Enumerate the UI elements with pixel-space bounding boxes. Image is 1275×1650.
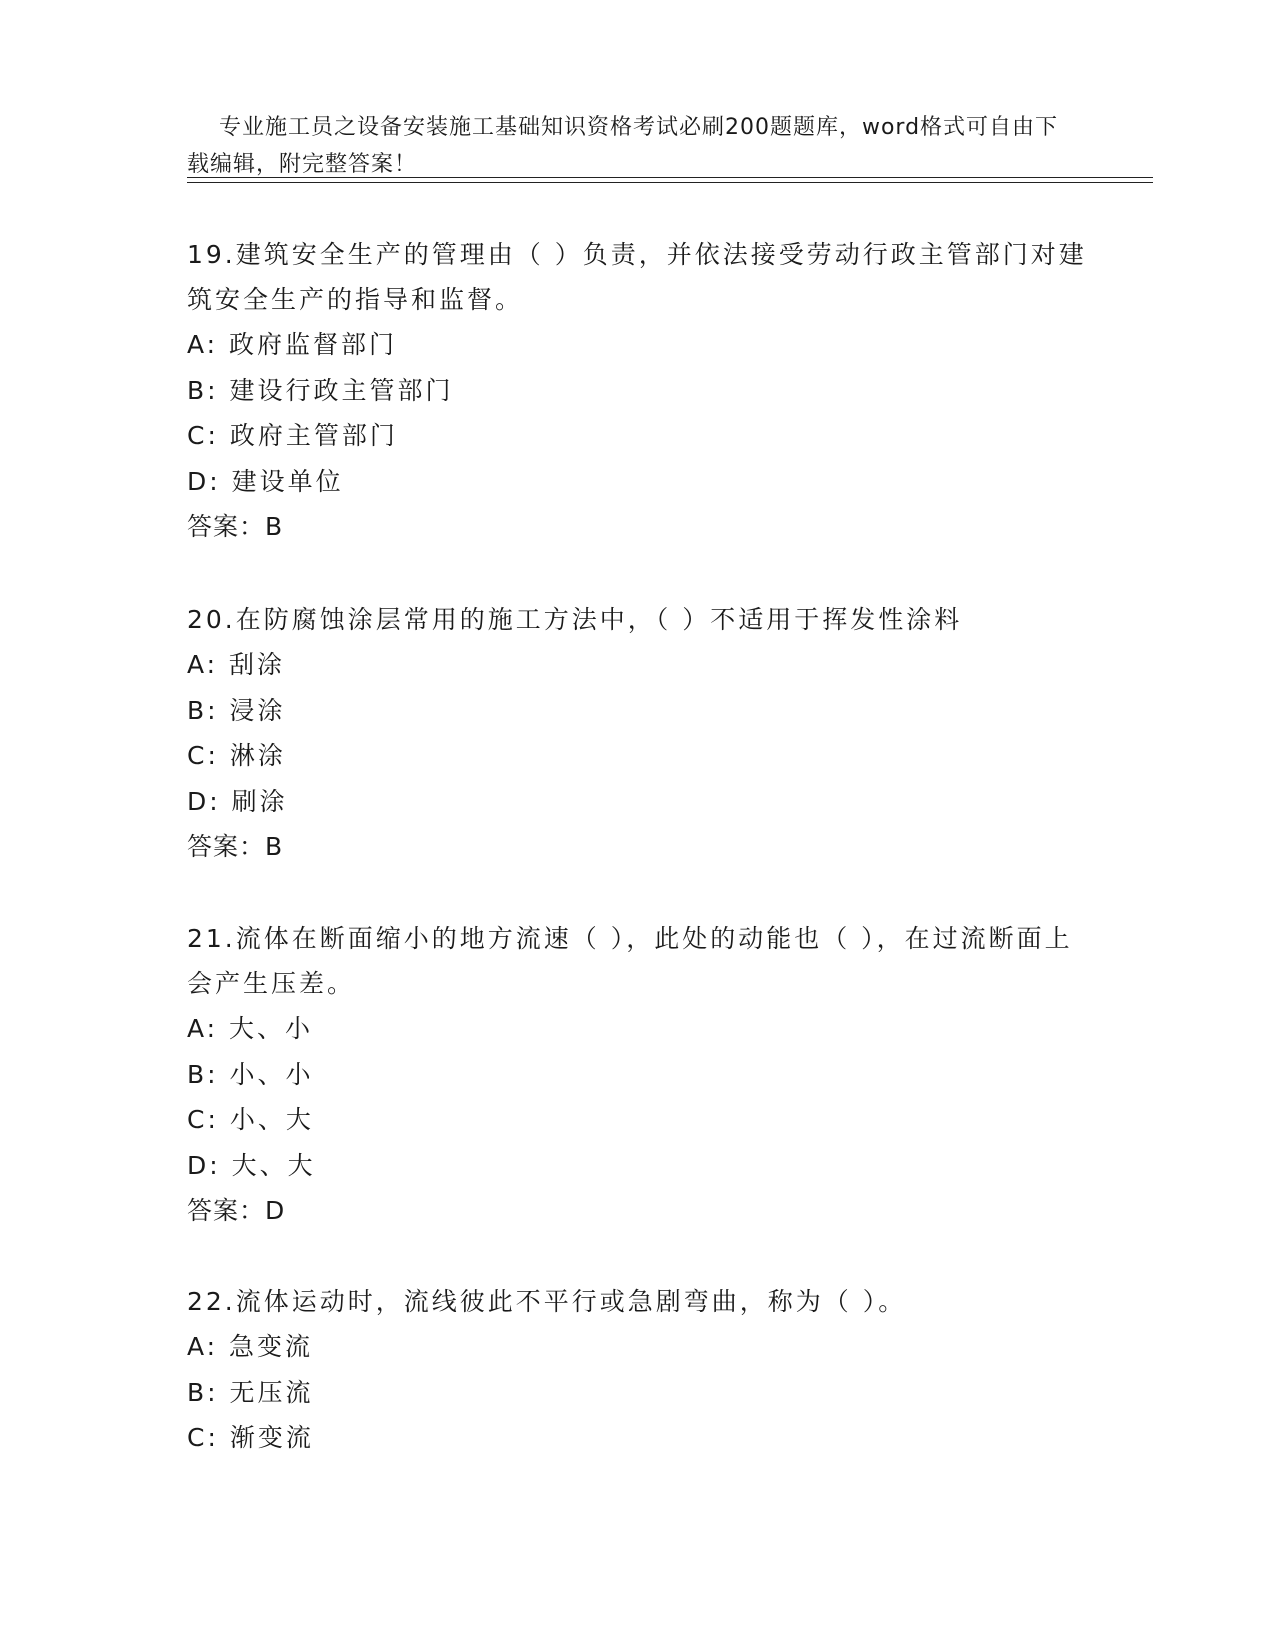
answer-line: 答案：D <box>187 1196 286 1225</box>
option-d: D: 大、大 <box>187 1150 316 1180</box>
question-block <box>187 232 1087 549</box>
option-b: B: 浸涂 <box>187 695 286 725</box>
question-stem: 19.建筑安全生产的管理由（ ）负责，并依法接受劳动行政主管部门对建筑安全生产的指导和监督。 <box>187 240 1087 314</box>
option-b: B: 小、小 <box>187 1059 314 1089</box>
option-a: A: 大、小 <box>187 1014 314 1043</box>
question-block <box>187 916 1087 1233</box>
option-c: C: 小、大 <box>187 1105 314 1134</box>
question-stem: 22.流体运动时，流线彼此不平行或急剧弯曲，称为（ ）。 <box>187 1287 907 1316</box>
header-intro-text: 专业施工员之设备安装施工基础知识资格考试必刷200题题库，word格式可自由下载编辑，附完整答案！ <box>187 115 1059 177</box>
question-stem: 20.在防腐蚀涂层常用的施工方法中，（ ）不适用于挥发性涂料 <box>187 605 963 634</box>
option-c: C: 渐变流 <box>187 1423 314 1452</box>
header-divider-bottom <box>187 182 1153 183</box>
answer-line: 答案：B <box>187 512 284 541</box>
question-stem: 21.流体在断面缩小的地方流速（ ），此处的动能也（ ），在过流断面上会产生压差。 <box>187 924 1073 998</box>
header-divider-top <box>187 177 1153 178</box>
option-a: A: 急变流 <box>187 1332 314 1361</box>
option-b: B: 建设行政主管部门 <box>187 375 454 405</box>
question-block <box>187 1279 1087 1461</box>
option-d: D: 建设单位 <box>187 466 344 496</box>
document-header <box>187 72 1067 220</box>
answer-line: 答案：B <box>187 832 284 861</box>
option-b: B: 无压流 <box>187 1377 314 1407</box>
option-d: D: 刷涂 <box>187 786 288 816</box>
question-block <box>187 597 1087 869</box>
option-a: A: 刮涂 <box>187 650 286 679</box>
option-c: C: 淋涂 <box>187 741 286 770</box>
option-a: A: 政府监督部门 <box>187 330 398 359</box>
option-c: C: 政府主管部门 <box>187 421 398 450</box>
